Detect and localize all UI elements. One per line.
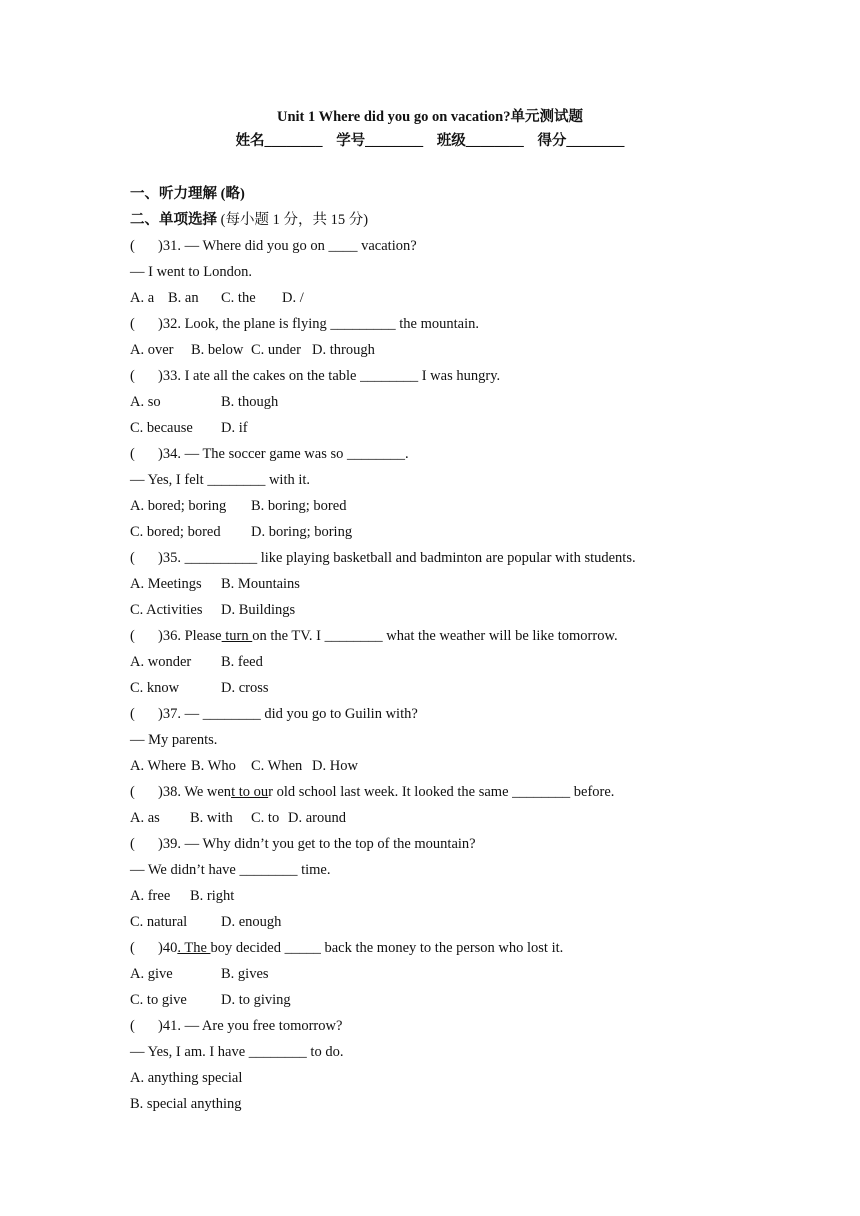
question-34-reply: — Yes, I felt ________ with it. (130, 472, 311, 488)
answer-blank: ( (130, 316, 135, 332)
answer-blank: ( (130, 1018, 135, 1034)
option-c: C. under (251, 342, 301, 358)
option-b: B. feed (221, 654, 263, 670)
answer-blank: ( (130, 238, 135, 254)
underlined-text: turn (221, 628, 253, 644)
option-d: D. How (312, 758, 358, 774)
question-41-option-a: A. anything special (130, 1070, 243, 1086)
question-35 (130, 545, 810, 571)
student-id-field: 学号________ (336, 133, 424, 149)
page-title: Unit 1 Where did you go on vacation?单元测试题 (276, 109, 583, 125)
question-40-options-1 (130, 961, 810, 987)
option-d: D. cross (221, 680, 269, 696)
question-34-options-2 (130, 519, 810, 545)
answer-blank: ( (130, 628, 135, 644)
question-31-reply: — I went to London. (130, 264, 253, 280)
option-b: B. an (168, 290, 199, 306)
question-text: )41. — Are you free tomorrow? (158, 1018, 343, 1034)
section-listening: 一、听力理解 (略) (130, 186, 245, 202)
option-a: A. over (130, 342, 174, 358)
option-c: C. Activities (130, 602, 203, 618)
option-a: A. so (130, 394, 161, 410)
question-40 (130, 935, 810, 961)
answer-blank: ( (130, 784, 135, 800)
question-33-options-1 (130, 389, 810, 415)
option-b: B. boring; bored (251, 498, 347, 514)
option-c: C. because (130, 420, 193, 436)
question-text-end: r old school last week. It looked the same ________ before. (268, 784, 615, 800)
option-a: A. wonder (130, 654, 192, 670)
section-single-choice (130, 207, 810, 233)
answer-blank: ( (130, 446, 135, 462)
question-text-end: boy decided _____ back the money to the person who lost it. (210, 940, 564, 956)
question-36 (130, 623, 810, 649)
question-text-end: on the TV. I ________ what the weather will be like tomorrow. (252, 628, 618, 644)
question-39-options-2 (130, 909, 810, 935)
option-d: D. Buildings (221, 602, 296, 618)
question-37 (130, 701, 810, 727)
option-b: B. Who (191, 758, 236, 774)
question-40-options-2 (130, 987, 810, 1013)
question-37-reply: — My parents. (130, 732, 218, 748)
question-text-start: )36. Please (158, 628, 222, 644)
question-37-options (130, 753, 810, 779)
option-d: D. around (288, 810, 346, 826)
question-text-start: )40 (158, 940, 178, 956)
option-b: B. gives (221, 966, 269, 982)
option-c: C. to (251, 810, 280, 826)
question-39-reply: — We didn’t have ________ time. (130, 862, 331, 878)
question-39 (130, 831, 810, 857)
question-text: )32. Look, the plane is flying _________ the mountain. (158, 316, 479, 332)
option-b: B. right (190, 888, 235, 904)
answer-blank: ( (130, 368, 135, 384)
question-41-option-b: B. special anything (130, 1096, 242, 1112)
score-field: 得分________ (537, 133, 625, 149)
question-36-options-1 (130, 649, 810, 675)
option-b: B. though (221, 394, 279, 410)
question-text: )35. __________ like playing basketball and badminton are popular with students. (158, 550, 636, 566)
option-a: A. a (130, 290, 155, 306)
question-41-reply: — Yes, I am. I have ________ to do. (130, 1044, 344, 1060)
option-c: C. the (221, 290, 256, 306)
question-text: )31. — Where did you go on ____ vacation? (158, 238, 417, 254)
option-d: D. enough (221, 914, 282, 930)
option-a: A. Where (130, 758, 187, 774)
question-36-options-2 (130, 675, 810, 701)
question-34 (130, 441, 810, 467)
answer-blank: ( (130, 550, 135, 566)
question-31-options (130, 285, 810, 311)
option-a: A. Meetings (130, 576, 202, 592)
option-c: C. know (130, 680, 180, 696)
question-33 (130, 363, 810, 389)
question-39-options-1 (130, 883, 810, 909)
question-text: )34. — The soccer game was so ________. (158, 446, 409, 462)
option-c: C. When (251, 758, 303, 774)
option-a: A. free (130, 888, 171, 904)
section-title: 二、单项选择 (130, 212, 217, 228)
question-text-start: )38. We wen (158, 784, 232, 800)
option-d: D. if (221, 420, 248, 436)
option-b: B. below (191, 342, 244, 358)
option-a: A. bored; boring (130, 498, 227, 514)
option-b: B. Mountains (221, 576, 300, 592)
option-d: D. boring; boring (251, 524, 353, 540)
underlined-text: t to ou (231, 784, 269, 800)
question-35-options-1 (130, 571, 810, 597)
class-field: 班级________ (436, 133, 524, 149)
question-text: )33. I ate all the cakes on the table ________ I was hungry. (158, 368, 501, 384)
section-note: (每小题 1 分，共 15 分) (220, 212, 369, 228)
answer-blank: ( (130, 836, 135, 852)
option-b: B. with (190, 810, 233, 826)
option-c: C. natural (130, 914, 188, 930)
question-33-options-2 (130, 415, 810, 441)
option-c: C. to give (130, 992, 187, 1008)
answer-blank: ( (130, 940, 135, 956)
question-34-options-1 (130, 493, 810, 519)
option-a: A. give (130, 966, 173, 982)
question-35-options-2 (130, 597, 810, 623)
question-41 (130, 1013, 810, 1039)
question-32 (130, 311, 810, 337)
name-field: 姓名________ (235, 133, 323, 149)
option-d: D. / (282, 290, 304, 306)
underlined-text: . The (177, 940, 211, 956)
option-a: A. as (130, 810, 160, 826)
answer-blank: ( (130, 706, 135, 722)
option-c: C. bored; bored (130, 524, 221, 540)
question-31 (130, 233, 810, 259)
student-info-line (0, 131, 860, 151)
question-text: )39. — Why didn’t you get to the top of the mountain? (158, 836, 476, 852)
exam-body (130, 181, 810, 1117)
option-d: D. to giving (221, 992, 291, 1008)
question-text: )37. — ________ did you go to Guilin with? (158, 706, 418, 722)
question-38-options (130, 805, 810, 831)
option-d: D. through (312, 342, 375, 358)
question-32-options (130, 337, 810, 363)
question-38 (130, 779, 810, 805)
